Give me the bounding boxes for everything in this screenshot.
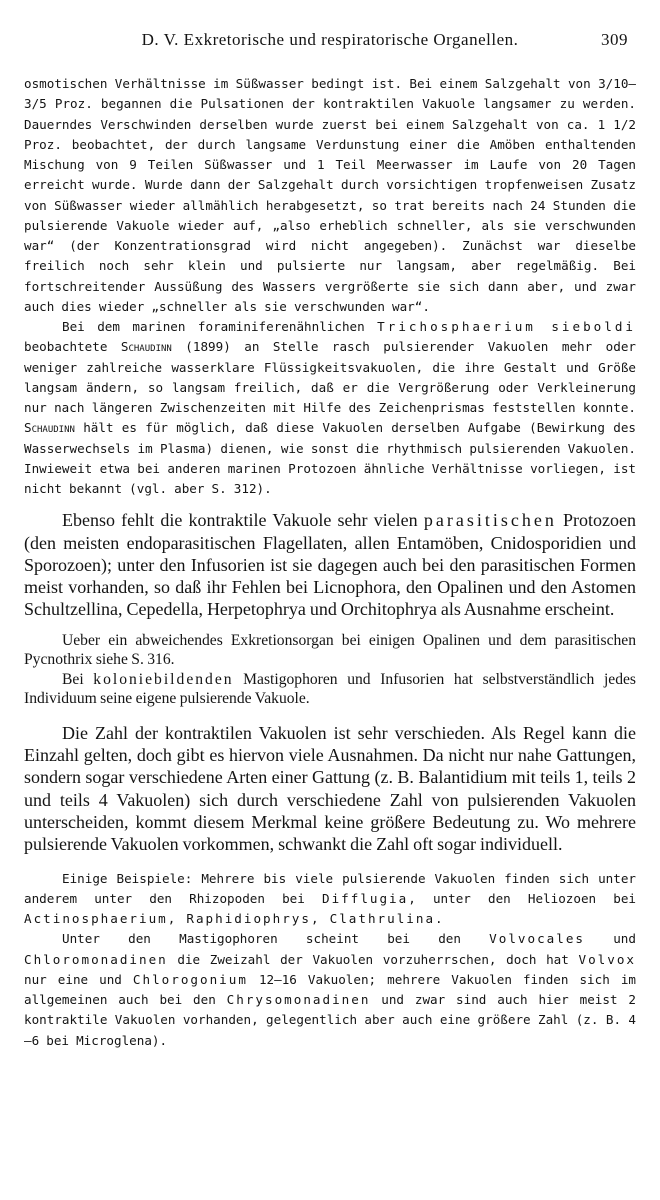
species-name: Trichosphaerium sieboldi [377,319,636,334]
genus-name: Chrysomonadinen [226,992,371,1008]
paragraph-osmotic: osmotischen Verhältnisse im Süßwasser bedingt ist. Bei einem Salzgehalt von 3/10—3/5 Proz. begannen die Pulsationen der kontraktilen Vakuole langsamer zu werden. Dauerndes Verschwinden derselben wurde zuerst bei einem Salzgehalt von ca. 1 1/2 Proz. beobachtet, der durch langsame Verdunstung einer die Amöben enthaltenden Mischung von 9 Teilen Süßwasser und 1 Teil Meerwasser im Laufe von 20 Tagen erreicht wurde. Wurde dann der Salzgehalt durch vorsichtigen tropfenweisen Zusatz von Süßwasser wieder allmählich herabgesetzt, so trat bereits nach 24 Stunden die pulsierende Vakuole wieder auf, „also erheblich schneller, als sie verschwunden war“ (der Konzentrationsgrad wird nicht angegeben). Zunächst war dieselbe freilich noch sehr klein und pulsierte nur langsam, aber regelmäßig. Bei fortschreitender Aussüßung des Wassers vergrößerte sie sich dann aber, und zwar auch dies wieder „schneller als sie verschwunden war“. [24,76,636,314]
text-run: und zwar sind auch hier meist 2 kontraktile Vakuolen vorhanden, gelegentlich aber auch eine größere Zahl (z. B. 4—6 bei Microglena). [24,992,644,1048]
genus-name: Chlorogonium [132,971,248,987]
text-run: beobachtete [24,319,644,355]
emphasis-term: koloniebildenden [93,670,234,688]
paragraph-trichosphaerium [24,317,644,499]
text-run: Unter den Mastigophoren scheint bei den [62,931,490,947]
chapter-title: D. V. Exkretorische und respiratorische Organellen. [141,30,519,49]
paragraph-vacuole-count: Die Zahl der kontraktilen Vakuolen ist sehr verschieden. Als Regel kann die Einzahl gelten, doch gibt es hiervon viele Ausnahmen. Da nicht nur nahe Gattungen, sondern sogar verschiedene Arten einer Gattung (z. B. Balantidium mit teils 1, teils 2 und teils 4 Vakuolen) sich durch verschiedene Zahl von pulsierenden Vakuolen unterscheiden, kommt diesem Merkmal keine größere Bedeutung zu. Wo mehrere pulsierende Vakuolen vorkommen, schwankt die Zahl oft sogar individuell. [24,722,636,855]
paragraph-parasitic [24,509,640,620]
genus-name: Chloromonadinen [24,951,168,967]
page-number: 309 [601,30,628,49]
text-run: 12—16 Vakuolen; mehrere Vakuolen finden sich im allgemeinen auch bei den [24,971,644,1008]
text-body [24,74,644,1051]
text-run: die Zweizahl der Vakuolen vorzuherrschen, doch hat [167,951,579,967]
text-run: Ebenso fehlt die kontraktile Vakuole sehr vielen [62,510,424,531]
author-name: Schaudinn [24,420,75,436]
text-run: nur eine und [24,951,644,987]
running-header [0,30,660,56]
paragraph-mastigophora [24,929,644,1051]
genus-name: Volvocales [489,931,585,947]
text-run: Mastigophoren und Infusorien hat selbstverständlich jedes Individuum seine eigene pulsierende Vakuole. [24,670,640,708]
genus-name: Difflugia [321,890,409,906]
paragraph-pycnothrix: Ueber ein abweichendes Exkretionsorgan bei einigen Opalinen und dem parasitischen Pycnothrix siehe S. 316. [24,631,636,669]
genus-name: Volvox [578,951,636,967]
text-run: (1899) an Stelle rasch pulsierender Vakuolen mehr oder weniger zahlreiche wasserklare Flüssigkeitsvakuolen, die ihre Gestalt und Größe langsam ändern, so langsam freilich, daß er die Vergrößerung oder Verkleinerung nur nach längeren Zwischenzeiten mit Hilfe des Zeichenprismas feststellen konnte. [24,339,644,415]
text-run: Protozoen (den meisten endoparasitischen Flagellaten, allen Entamöben, Cnidosporidien und Sporozoen); unter den Infusorien ist sie dagegen auch bei den parasitischen Formen meist vorhanden, so daß ihr Fehlen bei Licnophora, den Opalinen und den Astomen Schultzellina, Cepedella, Herpetophrya und Orchitophrya als Ausnahme erscheint. [24,510,640,620]
paragraph-colonies [24,670,640,709]
emphasis-term: parasitischen [423,510,557,531]
text-run: hält es für möglich, daß diese Vakuolen derselben Aufgabe (Bewirkung des Wasserwechsels im Plasma) dienen, wie sonst die rhythmisch pulsierenden Vakuolen. Inwieweit etwa bei anderen marinen Protozoen ähnliche Verhältnisse vorliegen, ist nicht bekannt (vgl. aber S. 312). [24,420,644,496]
text-run: Bei dem marinen foraminiferenähnlichen [62,319,378,334]
text-run: . [435,911,443,927]
text-run: Bei [62,670,94,688]
paragraph-examples [24,869,644,930]
text-run: , unter den Heliozoen bei [408,890,644,906]
text-run: und [585,931,644,947]
text-run: Einige Beispiele: Mehrere bis viele pulsierende Vakuolen finden sich unter anderem unter den Rhizopoden bei [24,870,644,906]
genus-name: Actinosphaerium, Raphidiophrys, Clathrulina [24,911,436,927]
author-name: Schaudinn [120,339,172,355]
